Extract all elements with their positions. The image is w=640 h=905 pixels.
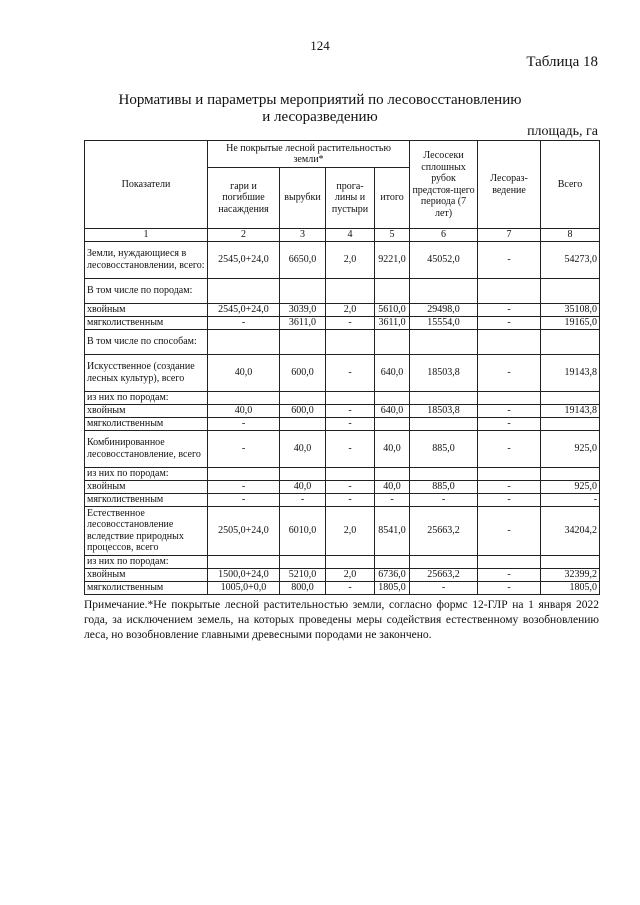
table-cell: 6736,0: [375, 568, 410, 581]
table-cell: 6650,0: [280, 241, 326, 278]
table-cell: 18503,8: [410, 404, 478, 417]
table-cell: 40,0: [208, 404, 280, 417]
row-label: из них по породам:: [85, 555, 208, 568]
table-cell: -: [326, 430, 375, 467]
table-row: [85, 278, 600, 303]
table-cell: [375, 391, 410, 404]
table-cell: 1805,0: [541, 581, 600, 594]
table-row: [85, 467, 600, 480]
table-row: [85, 404, 600, 417]
table-cell: 2545,0+24,0: [208, 241, 280, 278]
table-cell: [478, 278, 541, 303]
table-cell: 3039,0: [280, 303, 326, 316]
table-cell: -: [280, 493, 326, 506]
table-cell: 19143,8: [541, 404, 600, 417]
table-cell: [280, 467, 326, 480]
table-cell: 8541,0: [375, 506, 410, 555]
table-cell: 40,0: [280, 430, 326, 467]
table-cell: 2,0: [326, 303, 375, 316]
unit-label: площадь, га: [527, 124, 598, 139]
row-label: мягколиственным: [85, 581, 208, 594]
header-burned: гари и погибшие насаждения: [208, 168, 280, 229]
table-cell: [280, 391, 326, 404]
table-cell: 35108,0: [541, 303, 600, 316]
table-row: [85, 430, 600, 467]
table-cell: 2,0: [326, 506, 375, 555]
table-row: [85, 303, 600, 316]
table-cell: -: [326, 581, 375, 594]
col-number: 8: [541, 229, 600, 242]
table-cell: 19165,0: [541, 316, 600, 329]
table-cell: 1805,0: [375, 581, 410, 594]
table-cell: [410, 467, 478, 480]
table-cell: -: [478, 581, 541, 594]
row-label: мягколиственным: [85, 493, 208, 506]
table-row: [85, 493, 600, 506]
table-cell: 800,0: [280, 581, 326, 594]
table-cell: [208, 391, 280, 404]
table-cell: 19143,8: [541, 354, 600, 391]
table-cell: 40,0: [375, 480, 410, 493]
table-row: [85, 391, 600, 404]
table-cell: [326, 467, 375, 480]
table-cell: [410, 278, 478, 303]
table-row: [85, 555, 600, 568]
table-cell: [326, 278, 375, 303]
table-cell: -: [478, 493, 541, 506]
row-label: мягколиственным: [85, 417, 208, 430]
header-glades: прога-лины и пустыри: [326, 168, 375, 229]
table-cell: -: [410, 581, 478, 594]
row-label: из них по породам:: [85, 467, 208, 480]
col-number: 5: [375, 229, 410, 242]
table-cell: 25663,2: [410, 568, 478, 581]
table-cell: -: [208, 417, 280, 430]
row-label: Искусственное (создание лесных культур), всего: [85, 354, 208, 391]
table-cell: [208, 278, 280, 303]
table-cell: [326, 555, 375, 568]
row-label: Комбинированное лесовосстановление, всего: [85, 430, 208, 467]
table-cell: 925,0: [541, 430, 600, 467]
table-cell: -: [478, 506, 541, 555]
table-cell: 34204,2: [541, 506, 600, 555]
table-row: [85, 480, 600, 493]
table-cell: [208, 329, 280, 354]
table-cell: [478, 555, 541, 568]
table-row: [85, 316, 600, 329]
table-cell: [375, 555, 410, 568]
table-cell: [478, 329, 541, 354]
table-cell: [326, 391, 375, 404]
table-row: [85, 354, 600, 391]
header-indicators: Показатели: [85, 141, 208, 229]
row-label: хвойным: [85, 568, 208, 581]
table-cell: -: [208, 480, 280, 493]
table-cell: -: [208, 316, 280, 329]
table-cell: -: [410, 493, 478, 506]
table-cell: -: [208, 493, 280, 506]
table-cell: 5210,0: [280, 568, 326, 581]
table-cell: -: [541, 493, 600, 506]
table-cell: 885,0: [410, 430, 478, 467]
header-felling: вырубки: [280, 168, 326, 229]
norms-table: [84, 140, 600, 595]
title-line-2: и лесоразведению: [262, 109, 378, 125]
table-cell: [280, 278, 326, 303]
table-cell: -: [326, 354, 375, 391]
table-cell: -: [375, 493, 410, 506]
col-number: 1: [85, 229, 208, 242]
header-all: Всего: [541, 141, 600, 229]
header-afforestation: Лесораз-ведение: [478, 141, 541, 229]
table-cell: -: [478, 303, 541, 316]
table-cell: 29498,0: [410, 303, 478, 316]
table-cell: -: [326, 480, 375, 493]
row-label: хвойным: [85, 480, 208, 493]
table-cell: 40,0: [375, 430, 410, 467]
table-cell: [541, 417, 600, 430]
table-cell: 45052,0: [410, 241, 478, 278]
row-label: Естественное лесовосстановление вследствие природных процессов, всего: [85, 506, 208, 555]
table-cell: [541, 391, 600, 404]
table-row: [85, 241, 600, 278]
table-cell: 54273,0: [541, 241, 600, 278]
table-row: [85, 568, 600, 581]
table-cell: [280, 417, 326, 430]
table-cell: [375, 417, 410, 430]
table-cell: 2,0: [326, 241, 375, 278]
table-cell: -: [478, 404, 541, 417]
table-cell: 2545,0+24,0: [208, 303, 280, 316]
table-cell: [541, 278, 600, 303]
table-cell: [326, 329, 375, 354]
table-cell: 2,0: [326, 568, 375, 581]
row-label: Земли, нуждающиеся в лесовосстановлении, всего:: [85, 241, 208, 278]
table-label: Таблица 18: [526, 54, 598, 70]
table-cell: 640,0: [375, 354, 410, 391]
table-cell: -: [326, 493, 375, 506]
table-cell: -: [208, 430, 280, 467]
table-cell: -: [326, 417, 375, 430]
col-number: 7: [478, 229, 541, 242]
table-cell: [410, 555, 478, 568]
table-cell: 25663,2: [410, 506, 478, 555]
row-label: В том числе по породам:: [85, 278, 208, 303]
table-cell: -: [326, 316, 375, 329]
table-cell: [208, 555, 280, 568]
table-cell: [410, 329, 478, 354]
table-cell: -: [478, 568, 541, 581]
table-cell: 9221,0: [375, 241, 410, 278]
table-cell: 2505,0+24,0: [208, 506, 280, 555]
table-cell: -: [478, 417, 541, 430]
table-title: [0, 92, 640, 126]
table-row: [85, 506, 600, 555]
table-cell: 925,0: [541, 480, 600, 493]
header-not-covered: Не покрытые лесной растительностью земли*: [208, 141, 410, 168]
col-number: 6: [410, 229, 478, 242]
table-cell: -: [478, 480, 541, 493]
table-cell: 600,0: [280, 354, 326, 391]
table-cell: 15554,0: [410, 316, 478, 329]
table-cell: -: [478, 354, 541, 391]
col-number: 2: [208, 229, 280, 242]
table-cell: [478, 391, 541, 404]
table-cell: [478, 467, 541, 480]
table-cell: -: [478, 241, 541, 278]
header-row-1: [85, 141, 600, 168]
table-cell: [410, 417, 478, 430]
table-cell: 600,0: [280, 404, 326, 417]
table-cell: [280, 329, 326, 354]
table-cell: 1500,0+24,0: [208, 568, 280, 581]
table-cell: [375, 467, 410, 480]
table-cell: 40,0: [280, 480, 326, 493]
header-total-nc: итого: [375, 168, 410, 229]
table-cell: 640,0: [375, 404, 410, 417]
table-cell: 1005,0+0,0: [208, 581, 280, 594]
title-line-1: Нормативы и параметры мероприятий по лесовосстановлению: [118, 92, 522, 108]
table-body: [85, 241, 600, 594]
table-cell: [280, 555, 326, 568]
table-row: [85, 329, 600, 354]
row-label: из них по породам:: [85, 391, 208, 404]
table-row: [85, 581, 600, 594]
row-label: мягколиственным: [85, 316, 208, 329]
table-cell: 3611,0: [375, 316, 410, 329]
table-cell: [375, 329, 410, 354]
header-clear-cut: Лесосеки сплошных рубок предстоя-щего периода (7 лет): [410, 141, 478, 229]
table-cell: 5610,0: [375, 303, 410, 316]
table-cell: -: [478, 316, 541, 329]
col-number: 3: [280, 229, 326, 242]
table-cell: 32399,2: [541, 568, 600, 581]
table-cell: [208, 467, 280, 480]
row-label: хвойным: [85, 303, 208, 316]
table-note: Примечание.*Не покрытые лесной растительностью земли, согласно формс 12-ГЛР на 1 января 2022 года, за исключением земель, на которых проведены меры содействия естественному возобновлению леса, но возобновление главными древесными породами не закончено.: [84, 599, 599, 641]
table-cell: 3611,0: [280, 316, 326, 329]
table-cell: -: [326, 404, 375, 417]
col-number: 4: [326, 229, 375, 242]
table-cell: [410, 391, 478, 404]
table-cell: 18503,8: [410, 354, 478, 391]
table-cell: 6010,0: [280, 506, 326, 555]
table-cell: -: [478, 430, 541, 467]
row-label: В том числе по способам:: [85, 329, 208, 354]
table-cell: 885,0: [410, 480, 478, 493]
table-cell: [541, 467, 600, 480]
row-label: хвойным: [85, 404, 208, 417]
table-cell: 40,0: [208, 354, 280, 391]
column-number-row: [85, 229, 600, 242]
table-cell: [375, 278, 410, 303]
table-cell: [541, 555, 600, 568]
table-cell: [541, 329, 600, 354]
page-number: 124: [310, 38, 330, 53]
table-row: [85, 417, 600, 430]
